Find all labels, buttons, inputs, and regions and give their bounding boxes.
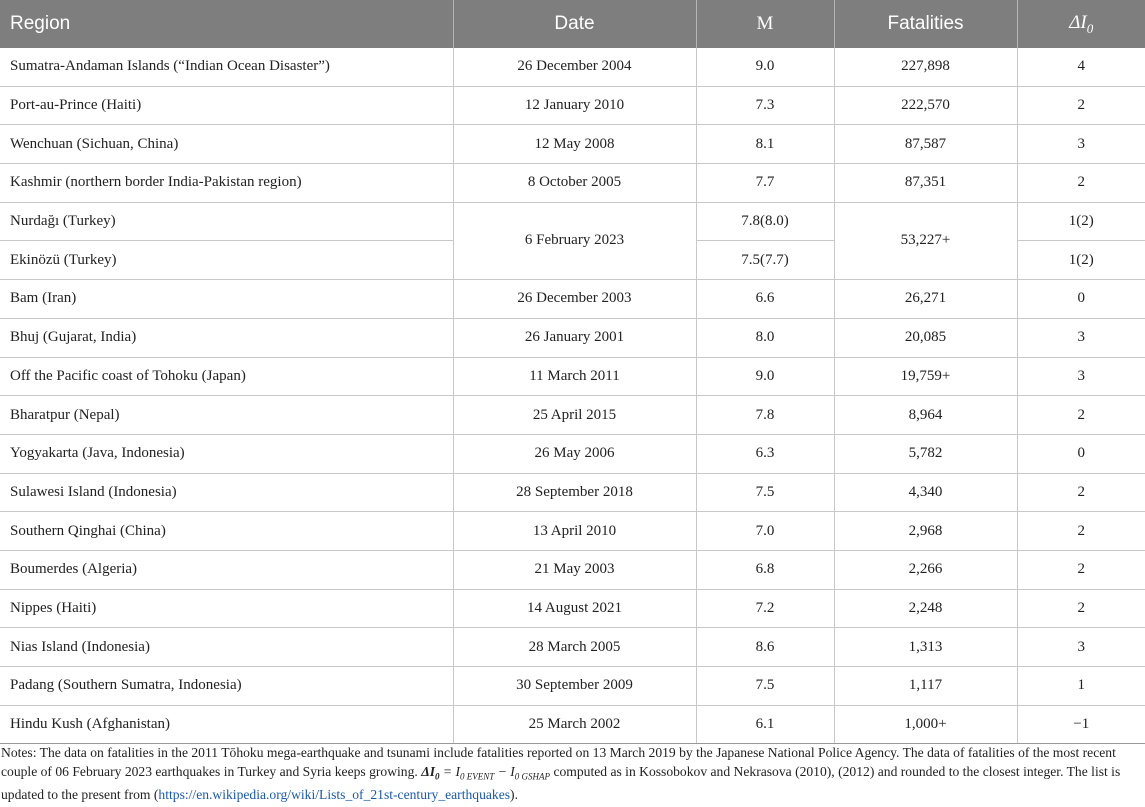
cell-fatalities: 26,271 [834,280,1017,319]
table-row [0,164,1145,203]
cell-date: 12 May 2008 [453,125,696,164]
header-region: Region [0,0,453,48]
header-date: Date [453,0,696,48]
cell-date: 14 August 2021 [453,589,696,628]
cell-magnitude: 6.3 [696,434,834,473]
table-row [0,202,1145,241]
cell-magnitude: 6.1 [696,705,834,744]
cell-date: 21 May 2003 [453,550,696,589]
cell-fatalities: 19,759+ [834,357,1017,396]
cell-magnitude: 7.2 [696,589,834,628]
table-row [0,357,1145,396]
cell-delta: 2 [1017,550,1145,589]
cell-magnitude: 7.5(7.7) [696,241,834,280]
table-row [0,434,1145,473]
cell-delta: 0 [1017,434,1145,473]
cell-delta: 2 [1017,512,1145,551]
formula-minus: − I [494,763,515,779]
cell-magnitude: 6.8 [696,550,834,589]
cell-fatalities: 1,313 [834,628,1017,667]
notes-text-3: ). [510,786,518,802]
table-row [0,628,1145,667]
cell-date: 30 September 2009 [453,667,696,706]
cell-fatalities: 222,570 [834,86,1017,125]
table-row [0,705,1145,744]
cell-fatalities: 20,085 [834,318,1017,357]
cell-date: 8 October 2005 [453,164,696,203]
cell-magnitude: 9.0 [696,48,834,86]
cell-delta: 1(2) [1017,202,1145,241]
table-row [0,86,1145,125]
cell-delta: 3 [1017,357,1145,396]
cell-region: Sumatra-Andaman Islands (“Indian Ocean Disaster”) [0,48,453,86]
table-row [0,550,1145,589]
cell-region: Nurdağı (Turkey) [0,202,453,241]
cell-delta: 3 [1017,318,1145,357]
cell-region: Hindu Kush (Afghanistan) [0,705,453,744]
cell-fatalities: 1,000+ [834,705,1017,744]
cell-date: 26 May 2006 [453,434,696,473]
cell-magnitude: 7.0 [696,512,834,551]
table-row [0,318,1145,357]
formula-eq: = I [439,763,461,779]
cell-region: Kashmir (northern border India-Pakistan region) [0,164,453,203]
cell-region: Ekinözü (Turkey) [0,241,453,280]
cell-region: Padang (Southern Sumatra, Indonesia) [0,667,453,706]
table-row [0,48,1145,86]
cell-delta: −1 [1017,705,1145,744]
cell-delta: 3 [1017,125,1145,164]
cell-magnitude: 9.0 [696,357,834,396]
cell-region: Sulawesi Island (Indonesia) [0,473,453,512]
cell-date: 11 March 2011 [453,357,696,396]
notes-text-1: Notes: The data on fatalities in the 2011 Tōhoku mega-earthquake and tsunami include fatalities reported on 13 March 2019 by the Japanese National Police Agency. The data of fatalities of the most recent couple of 06 February 2023 earthquakes in Turkey and Syria keeps growing. [1,745,1116,779]
cell-date: 12 January 2010 [453,86,696,125]
table-row [0,125,1145,164]
header-row [0,0,1145,48]
cell-delta: 1(2) [1017,241,1145,280]
cell-delta: 0 [1017,280,1145,319]
cell-delta: 3 [1017,628,1145,667]
table-notes [0,744,1136,804]
table-row [0,473,1145,512]
cell-magnitude: 7.3 [696,86,834,125]
cell-fatalities: 8,964 [834,396,1017,435]
cell-delta: 2 [1017,164,1145,203]
cell-region: Bharatpur (Nepal) [0,396,453,435]
cell-fatalities: 4,340 [834,473,1017,512]
cell-magnitude: 8.6 [696,628,834,667]
cell-magnitude: 7.7 [696,164,834,203]
cell-date: 26 January 2001 [453,318,696,357]
cell-date: 6 February 2023 [453,202,696,279]
cell-region: Boumerdes (Algeria) [0,550,453,589]
cell-delta: 2 [1017,589,1145,628]
cell-fatalities: 1,117 [834,667,1017,706]
cell-delta: 1 [1017,667,1145,706]
source-link[interactable]: https://en.wikipedia.org/wiki/Lists_of_21st-century_earthquakes [158,786,511,802]
cell-region: Nias Island (Indonesia) [0,628,453,667]
cell-fatalities: 227,898 [834,48,1017,86]
cell-delta: 2 [1017,473,1145,512]
header-delta-i0: $\Delta I_0$ [1017,0,1145,48]
formula-event-subscript: 0 EVENT [460,771,495,782]
cell-region: Port-au-Prince (Haiti) [0,86,453,125]
cell-date: 13 April 2010 [453,512,696,551]
cell-date: 28 September 2018 [453,473,696,512]
delta-symbol: ΔI [421,763,436,779]
cell-magnitude: 8.1 [696,125,834,164]
cell-region: Off the Pacific coast of Tohoku (Japan) [0,357,453,396]
formula-gshap-subscript: 0 GSHAP [514,771,551,782]
cell-region: Nippes (Haiti) [0,589,453,628]
notes-text-2: computed as in Kossobokov and Nekrasova (2010), (2012) and rounded to the closest integer. The list is updated to the present from ( [1,763,1121,802]
cell-magnitude: 6.6 [696,280,834,319]
cell-date: 26 December 2003 [453,280,696,319]
cell-magnitude: 7.8 [696,396,834,435]
cell-magnitude: 7.8(8.0) [696,202,834,241]
cell-fatalities: 2,968 [834,512,1017,551]
cell-magnitude: 7.5 [696,473,834,512]
cell-delta: 2 [1017,396,1145,435]
header-fatalities: Fatalities [834,0,1017,48]
cell-delta: 4 [1017,48,1145,86]
table-row [0,512,1145,551]
header-magnitude: M [696,0,834,48]
cell-fatalities: 2,248 [834,589,1017,628]
cell-date: 26 December 2004 [453,48,696,86]
cell-fatalities: 87,587 [834,125,1017,164]
cell-region: Bam (Iran) [0,280,453,319]
table-row [0,589,1145,628]
cell-region: Yogyakarta (Java, Indonesia) [0,434,453,473]
cell-fatalities: 87,351 [834,164,1017,203]
cell-date: 25 March 2002 [453,705,696,744]
table-row [0,667,1145,706]
cell-region: Southern Qinghai (China) [0,512,453,551]
cell-fatalities: 2,266 [834,550,1017,589]
cell-delta: 2 [1017,86,1145,125]
cell-magnitude: 7.5 [696,667,834,706]
cell-region: Bhuj (Gujarat, India) [0,318,453,357]
cell-region: Wenchuan (Sichuan, China) [0,125,453,164]
cell-magnitude: 8.0 [696,318,834,357]
delta-subscript: 0 [435,771,440,782]
table-row [0,396,1145,435]
cell-fatalities: 5,782 [834,434,1017,473]
cell-date: 25 April 2015 [453,396,696,435]
cell-fatalities: 53,227+ [834,202,1017,279]
table-row [0,280,1145,319]
cell-date: 28 March 2005 [453,628,696,667]
